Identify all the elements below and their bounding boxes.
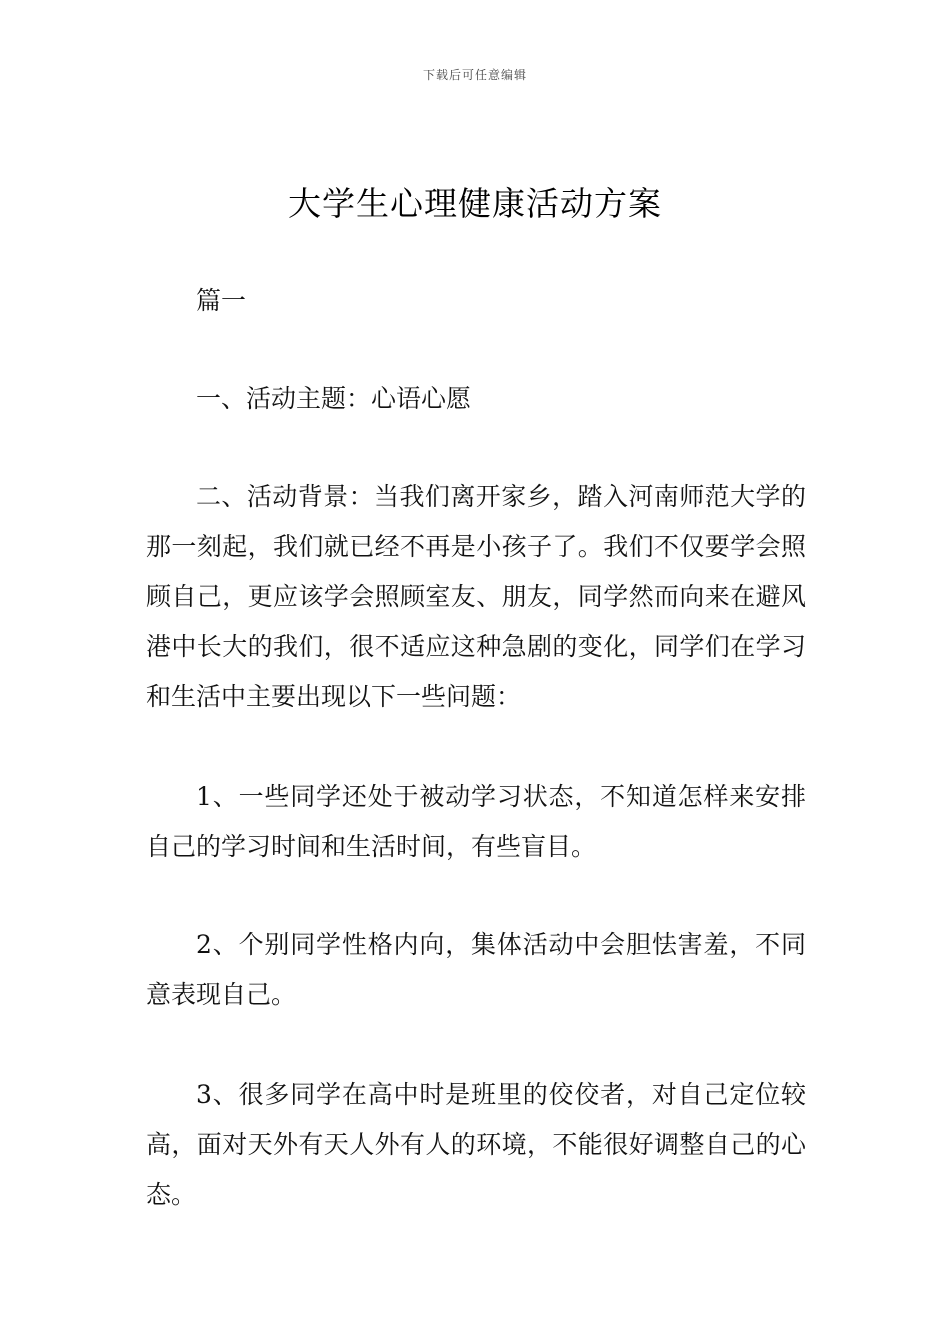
section-label: 篇一	[196, 286, 247, 315]
paragraph-problem-1: 1、一些同学还处于被动学习状态，不知道怎样来安排自己的学习时间和生活时间，有些盲目。	[146, 782, 806, 861]
paragraph-problem-2: 2、个别同学性格内向，集体活动中会胆怯害羞，不同意表现自己。	[146, 930, 806, 1009]
paragraph-problem-3: 3、很多同学在高中时是班里的佼佼者，对自己定位较高，面对天外有天人外有人的环境，不能很好调整自己的心态。	[146, 1080, 806, 1209]
header-note: 下载后可任意编辑	[422, 68, 527, 82]
paragraph-activity-background: 二、活动背景：当我们离开家乡，踏入河南师范大学的那一刻起，我们就已经不再是小孩子了。我们不仅要学会照顾自己，更应该学会照顾室友、朋友，同学然而向来在避风港中长大的我们，很不适应这种急剧的变化，同学们在学习和生活中主要出现以下一些问题：	[146, 482, 806, 711]
document-title: 大学生心理健康活动方案	[288, 184, 662, 223]
paragraph-activity-theme: 一、活动主题：心语心愿	[196, 384, 472, 413]
